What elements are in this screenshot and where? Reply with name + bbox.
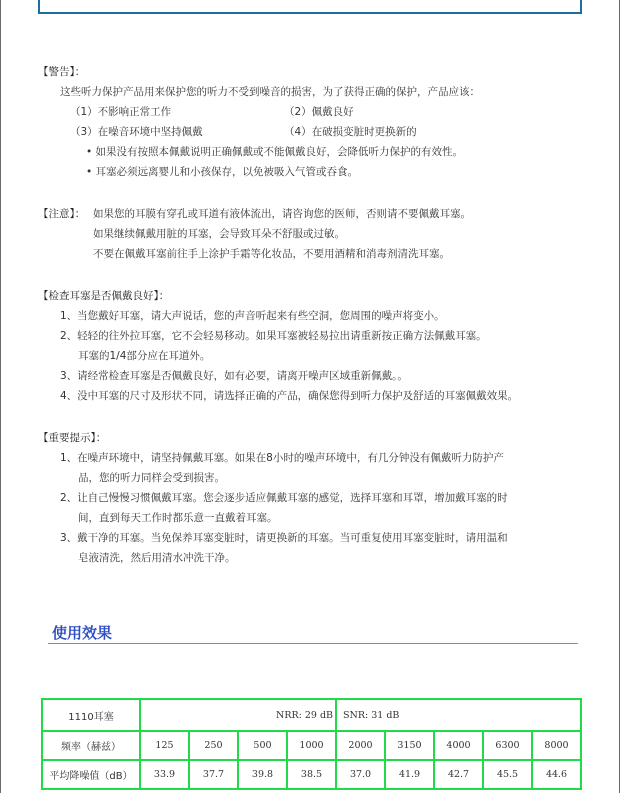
tips-line-3b: 皂液清洗，然后用清水冲洗干净。 <box>78 552 236 564</box>
warning-item-3: （3）在噪音环境中坚持佩戴 <box>70 126 203 138</box>
freq-cell: 500 <box>238 731 287 760</box>
notice-title: 【注意】： <box>38 208 86 220</box>
table-row-model <box>42 699 581 731</box>
warning-bullet-2: • 耳塞必须远离婴儿和小孩保存，以免被吸入气管或吞食。 <box>86 166 359 178</box>
freq-cell: 8000 <box>532 731 581 760</box>
section-heading: 使用效果 <box>52 624 113 642</box>
heading-divider <box>48 643 578 644</box>
tips-title: 【重要提示】： <box>38 432 107 444</box>
notice-line-2: 如果继续佩戴用脏的耳塞，会导致耳朵不舒服或过敏。 <box>93 228 345 240</box>
check-line-1: 1、当您戴好耳塞，请大声说话，您的声音听起来有些空洞，您周围的噪声将变小。 <box>60 310 445 322</box>
attenuation-label: 平均降噪值（dB） <box>42 760 140 789</box>
freq-cell: 125 <box>140 731 189 760</box>
snr-cell: SNR: 31 dB <box>336 699 581 731</box>
tips-line-2: 2、让自己慢慢习惯佩戴耳塞。您会逐步适应佩戴耳塞的感觉，选择耳塞和耳罩，增加戴耳塞的时 <box>60 492 508 504</box>
page-left-edge <box>0 0 1 793</box>
attenuation-cell: 33.9 <box>140 760 189 789</box>
freq-cell: 250 <box>189 731 238 760</box>
tips-line-3: 3、戴干净的耳塞。当免保养耳塞变脏时，请更换新的耳塞。当可重复使用耳塞变脏时，请用温和 <box>60 532 508 544</box>
freq-cell: 1000 <box>287 731 336 760</box>
attenuation-cell: 37.7 <box>189 760 238 789</box>
attenuation-cell: 39.8 <box>238 760 287 789</box>
warning-item-2: （2）佩戴良好 <box>284 106 354 118</box>
attenuation-cell: 41.9 <box>385 760 434 789</box>
check-line-2b: 耳塞的1/4部分应在耳道外。 <box>78 350 211 362</box>
table-row-frequency <box>42 731 581 760</box>
check-line-2: 2、轻轻的往外拉耳塞，它不会轻易移动。如果耳塞被轻易拉出请重新按正确方法佩戴耳塞。 <box>60 330 487 342</box>
warning-item-1: （1）不影响正常工作 <box>70 106 172 118</box>
frequency-label: 频率（赫兹） <box>42 731 140 760</box>
freq-cell: 3150 <box>385 731 434 760</box>
warning-item-4: （4）在破损变脏时更换新的 <box>284 126 417 138</box>
attenuation-cell: 45.5 <box>483 760 532 789</box>
check-title: 【检查耳塞是否佩戴良好】： <box>38 290 170 302</box>
attenuation-table <box>41 698 582 790</box>
tips-line-1: 1、在噪声环境中，请坚持佩戴耳塞。如果在8小时的噪声环境中，有几分钟没有佩戴听力防护产 <box>60 452 504 464</box>
warning-title: 【警告】： <box>38 66 86 78</box>
freq-cell: 2000 <box>336 731 385 760</box>
model-cell: 1110耳塞 <box>42 699 140 731</box>
check-line-3: 3、请经常检查耳塞是否佩戴良好，如有必要，请离开噪声区域重新佩戴。。 <box>60 370 408 382</box>
attenuation-cell: 44.6 <box>532 760 581 789</box>
freq-cell: 4000 <box>434 731 483 760</box>
top-note-box <box>38 0 582 14</box>
tips-line-1b: 品，您的听力同样会受到损害。 <box>78 472 225 484</box>
tips-line-2b: 间，直到每天工作时都乐意一直戴着耳塞。 <box>78 512 278 524</box>
notice-line-3: 不要在佩戴耳塞前往手上涂护手霜等化妆品，不要用酒精和消毒剂清洗耳塞。 <box>93 248 450 260</box>
warning-bullet-1: • 如果没有按照本佩戴说明正确佩戴或不能佩戴良好，会降低听力保护的有效性。 <box>86 146 464 158</box>
notice-line-1: 如果您的耳膜有穿孔或耳道有液体流出，请咨询您的医师，否则请不要佩戴耳塞。 <box>93 208 471 220</box>
attenuation-cell: 37.0 <box>336 760 385 789</box>
attenuation-cell: 42.7 <box>434 760 483 789</box>
warning-intro: 这些听力保护产品用来保护您的听力不受到噪音的损害，为了获得正确的保护，产品应该： <box>60 86 480 98</box>
nrr-cell: NRR: 29 dB <box>140 699 336 731</box>
freq-cell: 6300 <box>483 731 532 760</box>
attenuation-cell: 38.5 <box>287 760 336 789</box>
table-row-attenuation <box>42 760 581 789</box>
check-line-4: 4、没中耳塞的尺寸及形状不同，请选择正确的产品，确保您得到听力保护及舒适的耳塞佩戴效果。 <box>60 390 519 402</box>
